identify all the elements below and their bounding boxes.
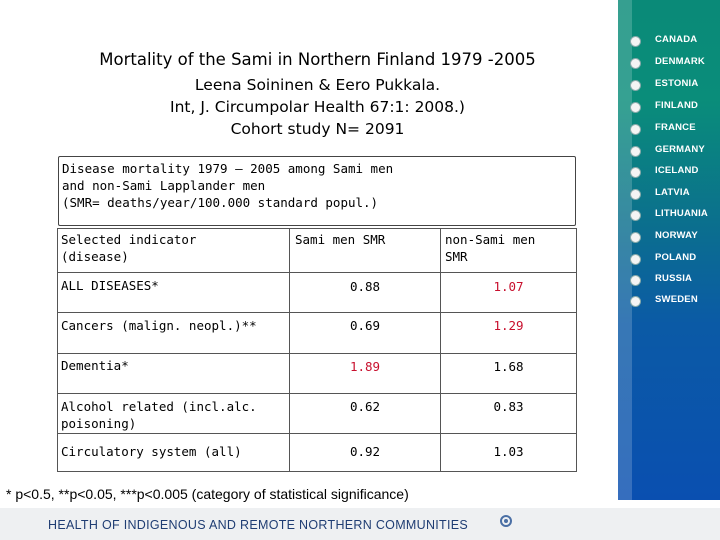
indicator-line: poisoning) [61,416,137,431]
country-item-norway[interactable] [618,227,720,247]
country-label: ICELAND [655,165,699,176]
table-row-sami-value: 0.88 [349,279,381,294]
country-item-russia[interactable] [618,270,720,290]
country-label: NORWAY [655,230,698,241]
bullet-icon [630,58,641,69]
header-indicator [61,231,196,265]
table-row-sami-value: 1.89 [349,359,381,374]
mortality-table [57,228,577,472]
footer-text: HEALTH OF INDIGENOUS AND REMOTE NORTHERN COMMUNITIES [48,518,469,532]
country-label: CANADA [655,34,698,45]
table-row-indicator: Circulatory system (all) [61,444,242,459]
bullet-icon [630,124,641,135]
caption-line: Disease mortality 1979 – 2005 among Sami men [62,161,394,176]
table-row-nonsami-value: 1.03 [493,444,524,459]
table-caption [58,156,576,226]
country-item-estonia[interactable] [618,75,720,95]
table-row-indicator: ALL DISEASES* [61,278,159,293]
row-divider [57,433,577,434]
footer-bar [0,508,720,540]
bullet-icon [630,232,641,243]
row-divider [57,312,577,313]
table-row-sami-value: 0.62 [349,399,381,414]
caption-line: (SMR= deaths/year/100.000 standard popul.) [62,195,379,210]
row-divider [57,272,577,273]
header-indicator-line: (disease) [61,249,129,264]
significance-footnote: * p<0.5, **p<0.05, ***p<0.005 (category of statistical significance) [6,486,409,502]
row-divider [57,353,577,354]
indicator-line: Alcohol related (incl.alc. [61,399,257,414]
table-row-nonsami-value: 1.29 [493,318,524,333]
header-nonsami-line: non-Sami men [445,232,536,247]
country-label: LATVIA [655,187,690,198]
country-item-iceland[interactable] [618,162,720,182]
table-row-nonsami-value: 1.68 [493,359,524,374]
country-label: DENMARK [655,56,705,67]
country-label: SWEDEN [655,294,698,305]
table-row-sami-value: 0.69 [349,318,381,333]
page-title: Mortality of the Sami in Northern Finland 1979 -2005 [99,50,536,69]
bullet-icon [630,210,641,221]
bullet-icon [630,189,641,200]
country-item-sweden[interactable] [618,291,720,311]
country-item-finland[interactable] [618,97,720,117]
table-border [576,228,577,472]
country-item-lithuania[interactable] [618,205,720,225]
header-indicator-line: Selected indicator [61,232,197,247]
table-border [57,471,577,472]
bullet-icon [630,102,641,113]
column-divider [440,228,441,472]
bullet-icon [630,296,641,307]
logo-icon [500,515,512,527]
study-description: Cohort study N= 2091 [230,120,405,138]
country-label: POLAND [655,252,697,263]
country-item-denmark[interactable] [618,53,720,73]
row-divider [57,393,577,394]
country-label: LITHUANIA [655,208,708,219]
header-sami: Sami men SMR [295,232,386,247]
authors: Leena Soininen & Eero Pukkala. [194,76,441,94]
bullet-icon [630,36,641,47]
table-border [57,228,58,472]
country-item-canada[interactable] [618,31,720,51]
bullet-icon [630,254,641,265]
table-row-indicator [61,398,257,432]
bullet-icon [630,80,641,91]
header-nonsami [445,231,535,265]
country-label: FRANCE [655,122,696,133]
bullet-icon [630,167,641,178]
country-label: ESTONIA [655,78,699,89]
table-row-nonsami-value: 0.83 [493,399,524,414]
country-sidebar [618,0,720,500]
caption-line: and non-Sami Lapplander men [62,178,266,193]
country-label: FINLAND [655,100,699,111]
country-item-poland[interactable] [618,249,720,269]
table-border [57,228,577,229]
bullet-icon [630,275,641,286]
country-item-latvia[interactable] [618,184,720,204]
country-label: RUSSIA [655,273,693,284]
country-item-france[interactable] [618,119,720,139]
header-nonsami-line: SMR [445,249,468,264]
table-row-indicator: Dementia* [61,358,129,373]
country-label: GERMANY [655,144,705,155]
table-row-indicator: Cancers (malign. neopl.)** [61,318,257,333]
journal-reference: Int, J. Circumpolar Health 67:1: 2008.) [170,98,465,116]
bullet-icon [630,146,641,157]
country-item-germany[interactable] [618,141,720,161]
column-divider [289,228,290,472]
table-row-sami-value: 0.92 [349,444,381,459]
table-row-nonsami-value: 1.07 [493,279,524,294]
